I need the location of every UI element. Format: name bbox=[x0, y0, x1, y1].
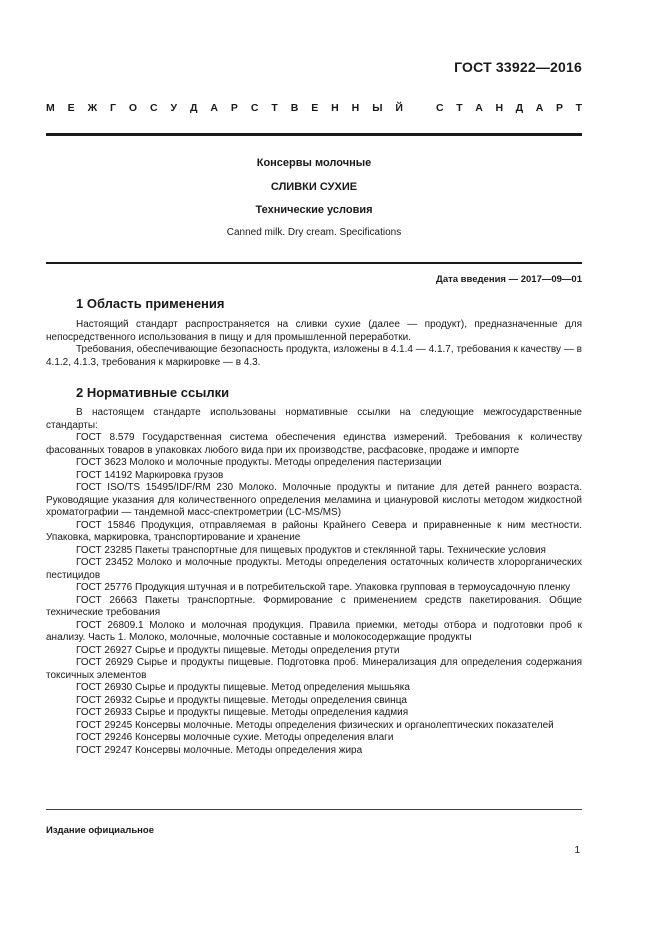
reference-item: ГОСТ 14192 Маркировка грузов bbox=[76, 469, 224, 481]
banner-letter: О bbox=[128, 102, 138, 114]
paragraph: В настоящем стандарте использованы нормативные ссылки на следующие межгосударственные стандарты: bbox=[46, 407, 582, 431]
reference-item: ГОСТ ISO/TS 15495/IDF/RM 230 Молоко. Молочные продукты и питание для детей раннего возраста. Руководящие указания для количественного определения меламина и циануровой кислоты методом жидкостной хроматографии — тандемной масс-спектрометрии (LC-MS/MS) bbox=[46, 482, 582, 518]
reference-item: ГОСТ 26927 Сырье и продукты пищевые. Методы определения ртути bbox=[76, 644, 400, 656]
reference-item: ГОСТ 26929 Сырье и продукты пищевые. Подготовка проб. Минерализация для определения содержания токсичных элементов bbox=[46, 657, 582, 681]
banner-letter: Т bbox=[271, 102, 278, 114]
banner-letter: У bbox=[170, 102, 178, 114]
paragraph: Настоящий стандарт распространяется на сливки сухие (далее — продукт), предназначенные для непосредственного использования в пищу и для промышленной переработки. bbox=[46, 319, 582, 343]
reference-item: ГОСТ 23285 Пакеты транспортные для пищевых продуктов и стеклянной тары. Технические условия bbox=[76, 544, 546, 556]
document-code: ГОСТ 33922—2016 bbox=[454, 59, 582, 75]
title-line-2: СЛИВКИ СУХИЕ bbox=[270, 181, 358, 193]
page-number: 1 bbox=[574, 845, 580, 856]
banner-letter: Т bbox=[575, 102, 582, 114]
banner-letter: Д bbox=[189, 102, 198, 114]
title-rule bbox=[46, 262, 582, 264]
banner-letter: Г bbox=[110, 102, 116, 114]
section-1-heading: 1 Область применения bbox=[76, 296, 225, 311]
reference-item: ГОСТ 26933 Сырье и продукты пищевые. Методы определения кадмия bbox=[76, 707, 409, 718]
banner-letter: Т bbox=[456, 102, 463, 114]
banner-letter: Ж bbox=[87, 102, 98, 114]
banner-letter: С bbox=[250, 102, 259, 114]
banner-letter: М bbox=[46, 102, 55, 114]
footer-rule bbox=[46, 809, 582, 810]
reference-item: ГОСТ 8.579 Государственная система обеспечения единства измерений. Требования к количеству фасованных товаров в упаковках любого вида при их производстве, расфасовке, продаже и импорте bbox=[46, 432, 582, 456]
reference-item: ГОСТ 26809.1 Молоко и молочная продукция. Правила приемки, методы отбора и подготовки проб к анализу. Часть 1. Молоко, молочные, молочные составные и молокосодержащие продукты bbox=[46, 619, 582, 643]
banner-letter: Р bbox=[555, 102, 563, 114]
paragraph: Требования, обеспечивающие безопасность продукта, изложены в 4.1.4 — 4.1.7, требования к качеству — в 4.1.2, 4.1.3, требования к маркировке — в 4.3. bbox=[46, 344, 582, 368]
reference-item: ГОСТ 3623 Молоко и молочные продукты. Методы определения пастеризации bbox=[76, 457, 442, 468]
reference-item: ГОСТ 29246 Консервы молочные сухие. Методы определения влаги bbox=[76, 732, 394, 743]
banner-letter: А bbox=[535, 102, 544, 114]
reference-item: ГОСТ 15846 Продукция, отправляемая в районы Крайнего Севера и приравненные к ним местности. Упаковка, маркировка, транспортирование и хранение bbox=[46, 519, 582, 543]
section-2-heading: 2 Нормативные ссылки bbox=[76, 385, 230, 400]
banner-letter: А bbox=[210, 102, 218, 114]
reference-item: ГОСТ 26663 Пакеты транспортные. Формирование с применением средств пакетирования. Общие технические требования bbox=[46, 594, 582, 618]
reference-item: ГОСТ 29247 Консервы молочные. Методы определения жира bbox=[76, 744, 363, 756]
banner-letter: В bbox=[290, 102, 299, 114]
section-2-body bbox=[46, 407, 582, 757]
banner-letter: С bbox=[150, 102, 158, 114]
banner-letter: А bbox=[475, 102, 483, 114]
introduction-date: Дата введения — 2017—09—01 bbox=[436, 274, 582, 285]
official-edition-note: Издание официальное bbox=[46, 825, 154, 836]
reference-item: ГОСТ 23452 Молоко и молочные продукты. Методы определения остаточных количеств хлорорганических пестицидов bbox=[46, 557, 582, 581]
banner-letter: С bbox=[436, 102, 444, 114]
banner-letter: Е bbox=[311, 102, 319, 114]
reference-item: ГОСТ 29245 Консервы молочные. Методы определения физических и органолептических показателей bbox=[76, 719, 554, 731]
title-line-1: Консервы молочные bbox=[256, 157, 372, 169]
banner-letter: Н bbox=[495, 102, 504, 114]
banner-letter: Р bbox=[230, 102, 238, 114]
reference-item: ГОСТ 25776 Продукция штучная и в потребительской таре. Упаковка групповая в термоусадочную пленку bbox=[76, 582, 571, 593]
banner-letter: Ы bbox=[372, 102, 383, 114]
section-1-body bbox=[46, 319, 582, 369]
english-title: Canned milk. Dry cream. Specifications bbox=[226, 227, 402, 238]
reference-item: ГОСТ 26932 Сырье и продукты пищевые. Методы определения свинца bbox=[76, 694, 407, 706]
banner-letter: Й bbox=[395, 102, 403, 114]
banner-letter: Д bbox=[515, 102, 524, 114]
interstate-standard-banner bbox=[46, 100, 582, 116]
top-rule bbox=[46, 133, 582, 136]
banner-letter: Н bbox=[331, 102, 339, 114]
banner-letter: Е bbox=[67, 102, 75, 114]
banner-word-interstate bbox=[46, 102, 403, 114]
banner-word-standard bbox=[436, 102, 582, 114]
banner-letter: Н bbox=[351, 102, 360, 114]
title-line-3: Технические условия bbox=[255, 204, 373, 216]
reference-item: ГОСТ 26930 Сырье и продукты пищевые. Метод определения мышьяка bbox=[76, 682, 410, 693]
